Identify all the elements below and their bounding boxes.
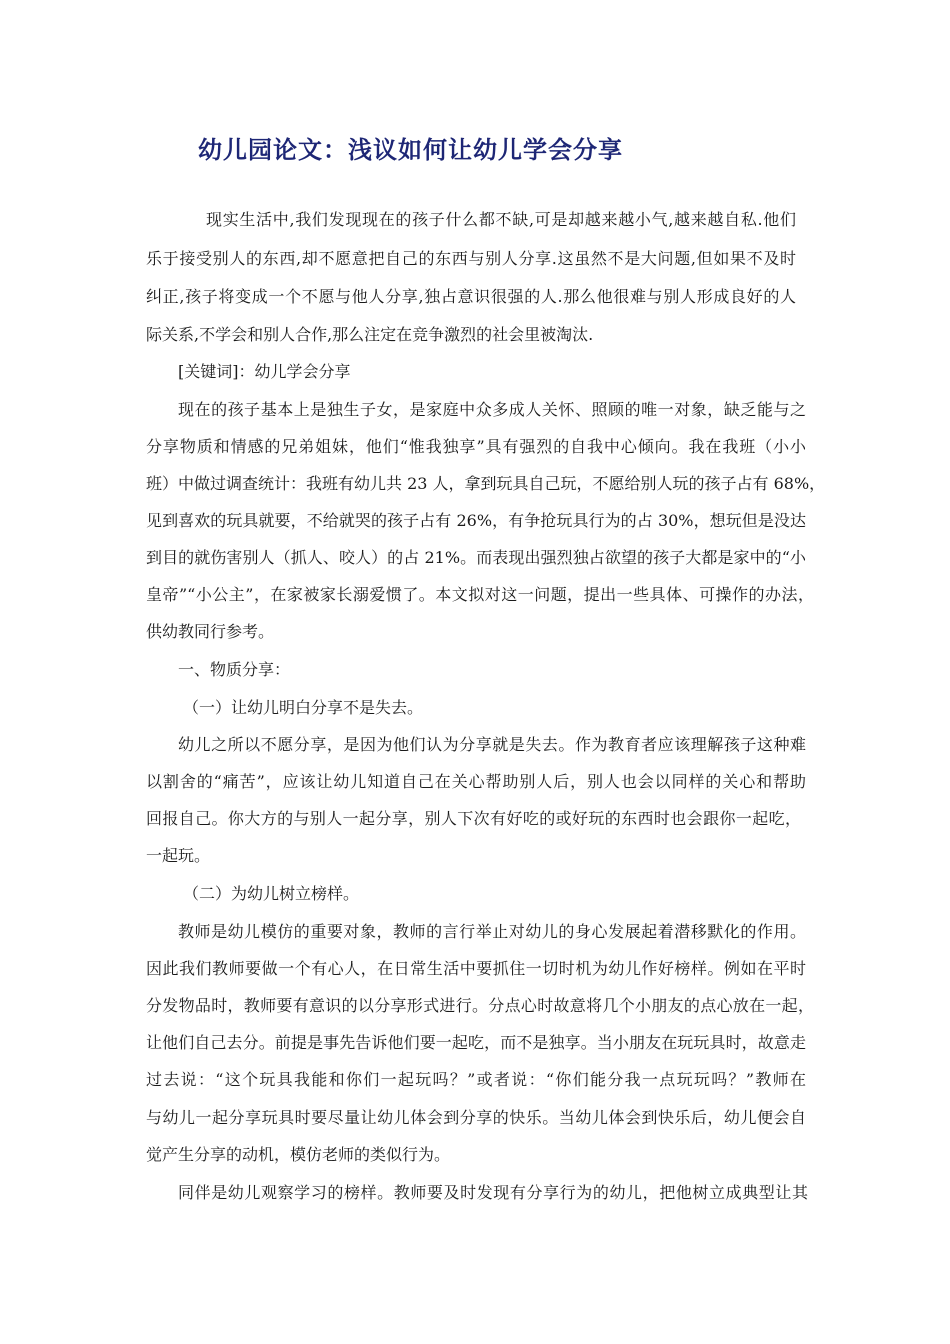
paragraph-line: 供幼教同行参考。 <box>146 622 275 641</box>
paragraph-line: 回报自己。你大方的与别人一起分享，别人下次有好吃的或好玩的东西时也会跟你一起吃， <box>146 809 801 828</box>
paragraph-line: 与幼儿一起分享玩具时要尽量让幼儿体会到分享的快乐。当幼儿体会到快乐后，幼儿便会自 <box>146 1108 806 1127</box>
paragraph-line: 以割舍的“痛苦”，应该让幼儿知道自己在关心帮助别人后，别人也会以同样的关心和帮助 <box>146 772 806 791</box>
keywords: [关键词]：幼儿学会分享 <box>178 362 351 381</box>
paragraph-line: 分发物品时，教师要有意识的以分享形式进行。分点心时故意将几个小朋友的点心放在一起， <box>146 996 814 1015</box>
paragraph-line: 教师是幼儿模仿的重要对象，教师的言行举止对幼儿的身心发展起着潜移默化的作用。 <box>178 922 806 941</box>
subsection-heading: （二）为幼儿树立榜样。 <box>183 884 360 903</box>
abstract-line: 际关系,不学会和别人合作,那么注定在竞争激烈的社会里被淘汰. <box>146 325 594 344</box>
paragraph-line: 见到喜欢的玩具就要，不给就哭的孩子占有 26%，有争抢玩具行为的占 30%，想玩但是没达 <box>146 511 806 530</box>
abstract-line: 现实生活中,我们发现现在的孩子什么都不缺,可是却越来越小气,越来越自私.他们 <box>206 210 796 229</box>
paragraph-line: 让他们自己去分。前提是事先告诉他们要一起吃，而不是独享。当小朋友在玩玩具时，故意走 <box>146 1033 806 1052</box>
paragraph-line: 同伴是幼儿观察学习的榜样。教师要及时发现有分享行为的幼儿，把他树立成典型让其 <box>178 1183 808 1202</box>
paragraph-line: 皇帝”“小公主”，在家被家长溺爱惯了。本文拟对这一问题，提出一些具体、可操作的办法， <box>146 585 814 604</box>
paragraph-line: 觉产生分享的动机，模仿老师的类似行为。 <box>146 1145 451 1164</box>
paragraph-line: 因此我们教师要做一个有心人，在日常生活中要抓住一切时机为幼儿作好榜样。例如在平时 <box>146 959 806 978</box>
document-title: 幼儿园论文：浅议如何让幼儿学会分享 <box>198 135 623 164</box>
section-heading: 一、物质分享： <box>178 660 291 679</box>
paragraph-line: 分享物质和情感的兄弟姐妹，他们“惟我独享”具有强烈的自我中心倾向。我在我班（小小 <box>146 437 806 456</box>
abstract-line: 乐于接受别人的东西,却不愿意把自己的东西与别人分享.这虽然不是大问题,但如果不及时 <box>146 249 796 268</box>
paragraph-line: 幼儿之所以不愿分享，是因为他们认为分享就是失去。作为教育者应该理解孩子这种难 <box>178 735 806 754</box>
paragraph-line: 班）中做过调查统计：我班有幼儿共 23 人，拿到玩具自己玩，不愿给别人玩的孩子占有 68%， <box>146 474 826 493</box>
paragraph-line: 到目的就伤害别人（抓人、咬人）的占 21%。而表现出强烈独占欲望的孩子大都是家中的“小 <box>146 548 806 567</box>
abstract-line: 纠正,孩子将变成一个不愿与他人分享,独占意识很强的人.那么他很难与别人形成良好的人 <box>146 287 796 306</box>
paragraph-line: 现在的孩子基本上是独生子女，是家庭中众多成人关怀、照顾的唯一对象，缺乏能与之 <box>178 400 806 419</box>
paragraph-line: 过去说：“这个玩具我能和你们一起玩吗？”或者说：“你们能分我一点玩玩吗？”教师在 <box>146 1070 806 1089</box>
subsection-heading: （一）让幼儿明白分享不是失去。 <box>183 698 424 717</box>
paragraph-line: 一起玩。 <box>146 846 211 865</box>
